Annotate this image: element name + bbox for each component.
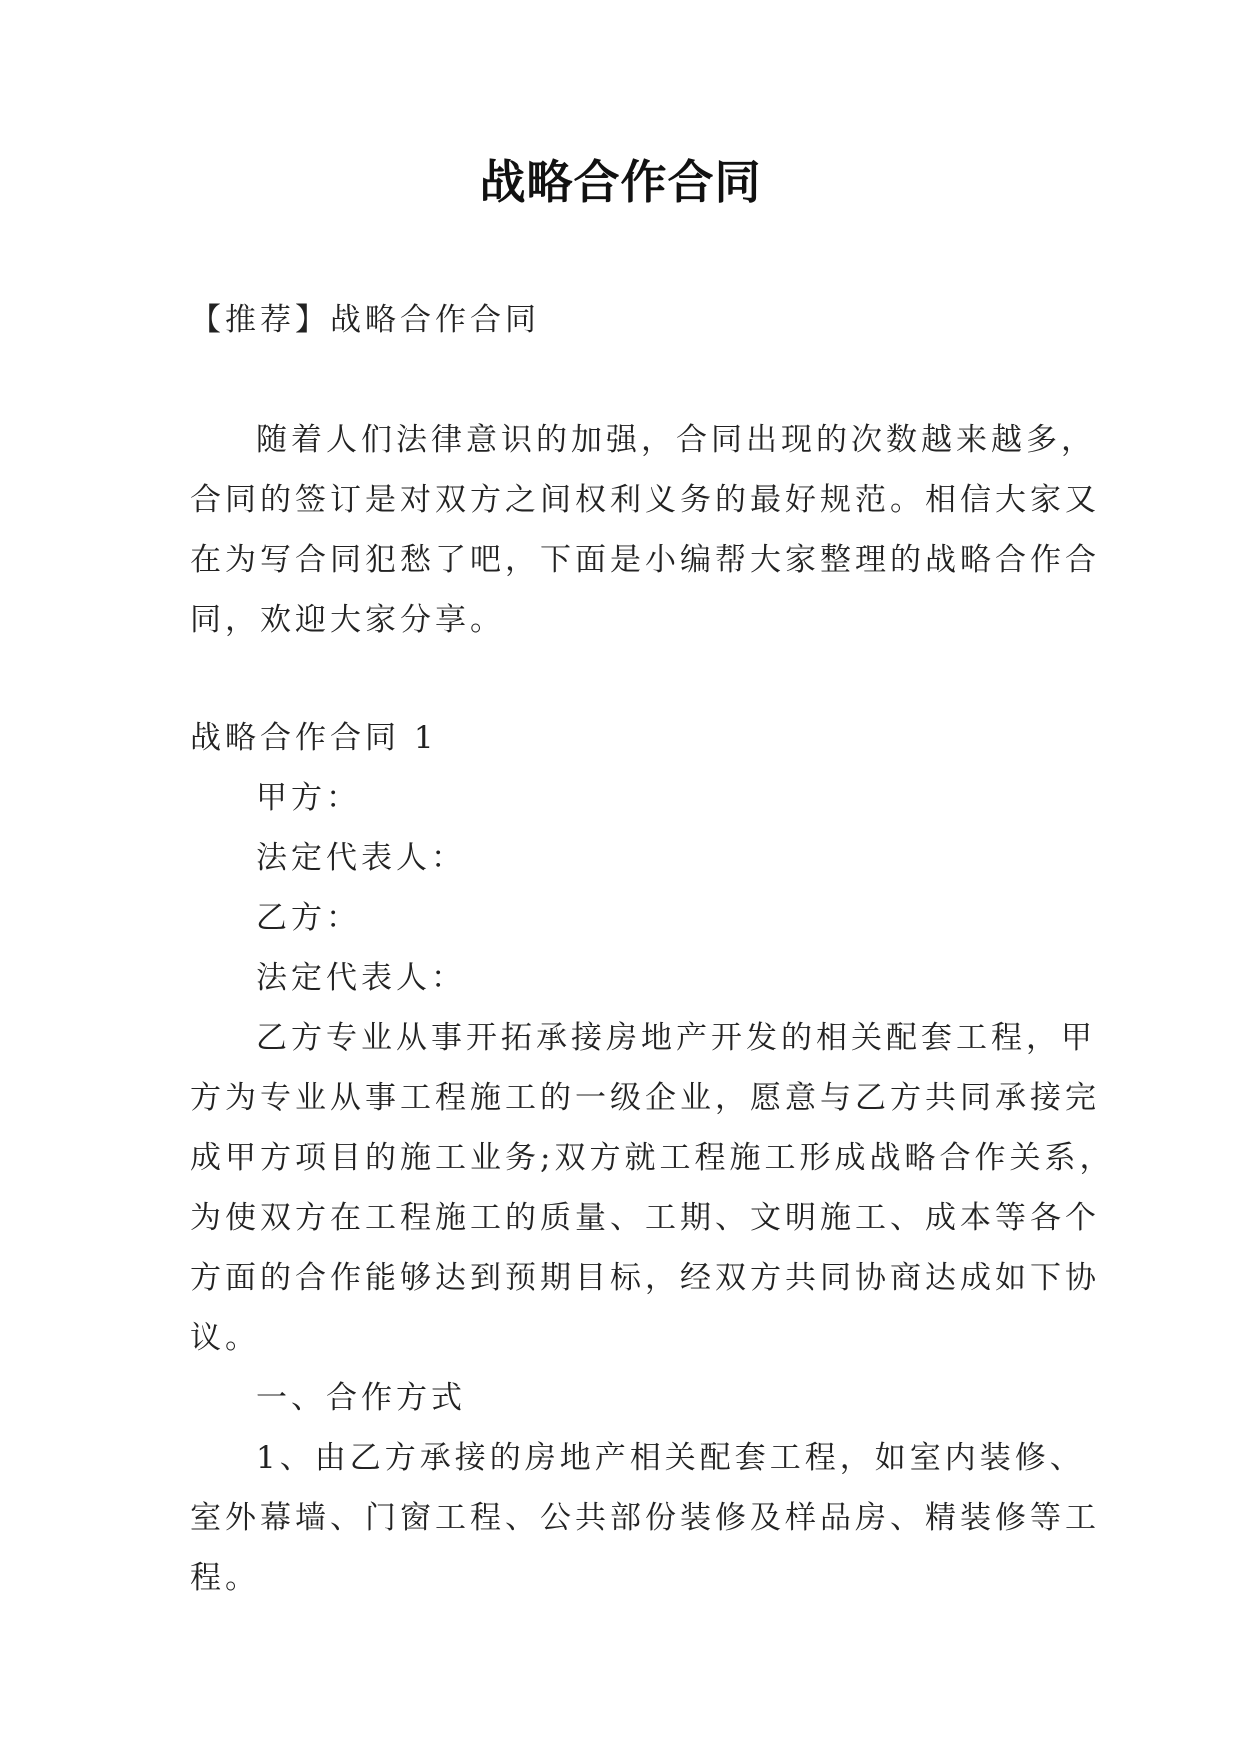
clause-heading: 一、合作方式 <box>256 1380 466 1416</box>
clause-line: 1、由乙方承接的房地产相关配套工程，如室内装修、 <box>256 1440 1085 1476</box>
clause-line: 室外幕墙、门窗工程、公共部份装修及样品房、精装修等工 <box>190 1500 1100 1536</box>
party-b-representative-label: 法定代表人： <box>256 960 466 996</box>
body-paragraph <box>190 1008 1115 1368</box>
intro-paragraph <box>190 410 1100 650</box>
document-title: 战略合作合同 <box>479 155 762 209</box>
intro-line: 合同的签订是对双方之间权利义务的最好规范。相信大家又 <box>190 482 1100 518</box>
party-b-label: 乙方： <box>256 900 361 936</box>
document-body <box>190 290 1115 1608</box>
clause-1-paragraph <box>190 1428 1100 1608</box>
body-line: 方面的合作能够达到预期目标，经双方共同协商达成如下协 <box>190 1260 1100 1296</box>
party-a-label: 甲方： <box>256 780 361 816</box>
body-line: 为使双方在工程施工的质量、工期、文明施工、成本等各个 <box>190 1200 1100 1236</box>
party-a-representative-label: 法定代表人： <box>256 840 466 876</box>
clause-line: 程。 <box>190 1560 260 1596</box>
recommend-heading: 【推荐】战略合作合同 <box>190 302 540 338</box>
intro-line: 同，欢迎大家分享。 <box>190 602 505 638</box>
body-line: 方为专业从事工程施工的一级企业，愿意与乙方共同承接完 <box>190 1080 1100 1116</box>
body-line: 议。 <box>190 1320 260 1356</box>
section-heading: 战略合作合同 1 <box>190 720 438 756</box>
body-line: 乙方专业从事开拓承接房地产开发的相关配套工程，甲 <box>256 1020 1096 1056</box>
body-line: 成甲方项目的施工业务;双方就工程施工形成战略合作关系， <box>190 1140 1115 1176</box>
intro-line: 在为写合同犯愁了吧，下面是小编帮大家整理的战略合作合 <box>190 542 1100 578</box>
intro-line: 随着人们法律意识的加强，合同出现的次数越来越多， <box>256 422 1096 458</box>
